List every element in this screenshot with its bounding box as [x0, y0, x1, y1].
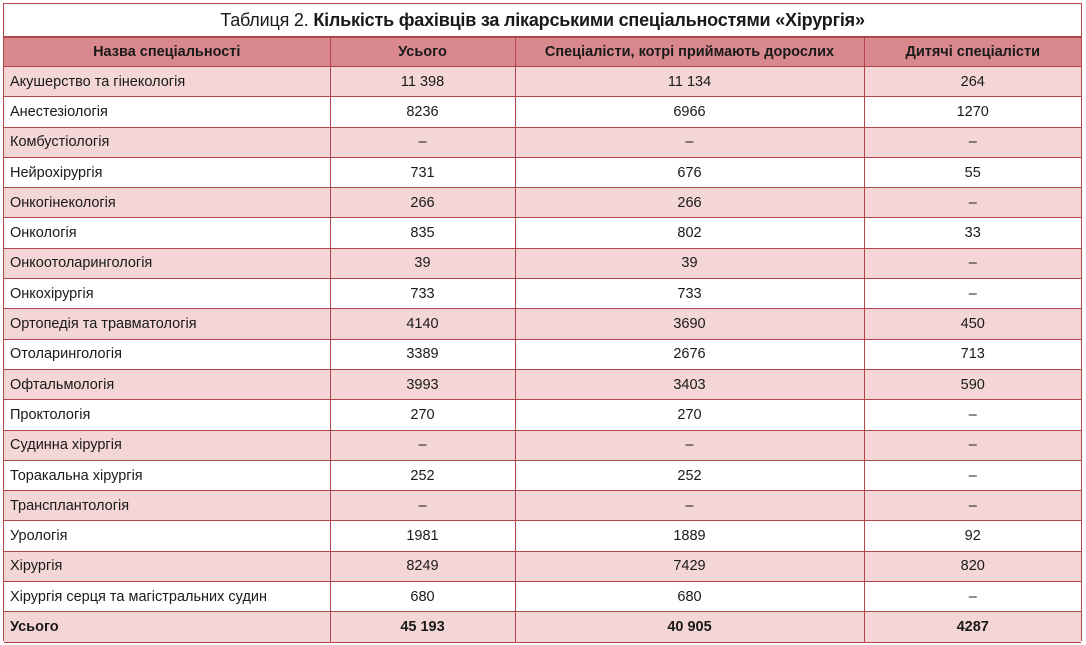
table-row	[4, 248, 1081, 278]
cell-adult: 270	[515, 400, 864, 430]
cell-total: 731	[330, 157, 515, 187]
cell-children: –	[864, 430, 1081, 460]
table-row	[4, 369, 1081, 399]
cell-adult: 3403	[515, 369, 864, 399]
cell-children: –	[864, 188, 1081, 218]
cell-total: 252	[330, 460, 515, 490]
cell-specialty: Хірургія серця та магістральних судин	[4, 582, 330, 612]
table-row	[4, 400, 1081, 430]
cell-children: 590	[864, 369, 1081, 399]
cell-children: 55	[864, 157, 1081, 187]
cell-specialty: Отоларингологія	[4, 339, 330, 369]
cell-adult: 676	[515, 157, 864, 187]
cell-specialty: Торакальна хірургія	[4, 460, 330, 490]
cell-specialty: Ортопедія та травматологія	[4, 309, 330, 339]
cell-adult: 3690	[515, 309, 864, 339]
cell-specialty: Анестезіологія	[4, 97, 330, 127]
cell-total: 3993	[330, 369, 515, 399]
total-cell-total: 45 193	[330, 612, 515, 642]
table-row	[4, 460, 1081, 490]
cell-adult: 7429	[515, 551, 864, 581]
table-row	[4, 521, 1081, 551]
table-title-main: Кількість фахівців за лікарськими спеціальностями «Хірургія»	[313, 10, 865, 30]
cell-specialty: Онкоотоларингологія	[4, 248, 330, 278]
column-header-specialty: Назва спеціальності	[4, 37, 330, 67]
cell-specialty: Проктологія	[4, 400, 330, 430]
cell-children: –	[864, 400, 1081, 430]
cell-adult: 802	[515, 218, 864, 248]
cell-total: 39	[330, 248, 515, 278]
cell-total: 8236	[330, 97, 515, 127]
table-row	[4, 279, 1081, 309]
table-row	[4, 157, 1081, 187]
cell-adult: 6966	[515, 97, 864, 127]
cell-adult: –	[515, 491, 864, 521]
cell-specialty: Комбустіологія	[4, 127, 330, 157]
table-row	[4, 309, 1081, 339]
cell-total: 8249	[330, 551, 515, 581]
column-header-total: Усього	[330, 37, 515, 67]
column-header-adult: Спеціалісти, котрі приймають дорослих	[515, 37, 864, 67]
cell-specialty: Трансплантологія	[4, 491, 330, 521]
cell-adult: 252	[515, 460, 864, 490]
cell-children: –	[864, 248, 1081, 278]
cell-specialty: Хірургія	[4, 551, 330, 581]
cell-total: –	[330, 430, 515, 460]
table-row	[4, 430, 1081, 460]
cell-children: –	[864, 582, 1081, 612]
specialists-table	[4, 36, 1081, 643]
cell-specialty: Урологія	[4, 521, 330, 551]
cell-children: 33	[864, 218, 1081, 248]
cell-specialty: Онкохірургія	[4, 279, 330, 309]
cell-total: 4140	[330, 309, 515, 339]
header-row	[4, 37, 1081, 67]
cell-total: 266	[330, 188, 515, 218]
cell-adult: 680	[515, 582, 864, 612]
cell-adult: 11 134	[515, 67, 864, 97]
cell-total: 1981	[330, 521, 515, 551]
table-title	[4, 4, 1081, 36]
cell-total: –	[330, 127, 515, 157]
cell-total: 3389	[330, 339, 515, 369]
cell-children: 713	[864, 339, 1081, 369]
cell-children: –	[864, 460, 1081, 490]
cell-children: –	[864, 279, 1081, 309]
table-row	[4, 67, 1081, 97]
table-body	[4, 67, 1081, 643]
cell-adult: 733	[515, 279, 864, 309]
table-title-prefix: Таблиця 2.	[220, 10, 314, 30]
total-cell-children: 4287	[864, 612, 1081, 642]
table-row	[4, 582, 1081, 612]
table-row	[4, 218, 1081, 248]
cell-specialty: Офтальмологія	[4, 369, 330, 399]
cell-total: 733	[330, 279, 515, 309]
cell-total: –	[330, 491, 515, 521]
cell-adult: 2676	[515, 339, 864, 369]
cell-specialty: Нейрохірургія	[4, 157, 330, 187]
cell-children: 1270	[864, 97, 1081, 127]
cell-total: 680	[330, 582, 515, 612]
total-cell-adult: 40 905	[515, 612, 864, 642]
table-row	[4, 339, 1081, 369]
table-row	[4, 188, 1081, 218]
table-row	[4, 97, 1081, 127]
table-row	[4, 551, 1081, 581]
cell-adult: –	[515, 127, 864, 157]
column-header-children: Дитячі спеціалісти	[864, 37, 1081, 67]
cell-children: 264	[864, 67, 1081, 97]
cell-adult: –	[515, 430, 864, 460]
cell-adult: 39	[515, 248, 864, 278]
cell-children: –	[864, 127, 1081, 157]
total-row	[4, 612, 1081, 642]
total-cell-specialty: Усього	[4, 612, 330, 642]
cell-children: 92	[864, 521, 1081, 551]
cell-total: 270	[330, 400, 515, 430]
table-row	[4, 491, 1081, 521]
cell-specialty: Судинна хірургія	[4, 430, 330, 460]
cell-children: –	[864, 491, 1081, 521]
cell-children: 450	[864, 309, 1081, 339]
cell-total: 11 398	[330, 67, 515, 97]
cell-specialty: Акушерство та гінекологія	[4, 67, 330, 97]
cell-children: 820	[864, 551, 1081, 581]
cell-specialty: Онкологія	[4, 218, 330, 248]
cell-total: 835	[330, 218, 515, 248]
cell-adult: 266	[515, 188, 864, 218]
table-frame	[3, 3, 1082, 641]
cell-specialty: Онкогінекологія	[4, 188, 330, 218]
cell-adult: 1889	[515, 521, 864, 551]
table-row	[4, 127, 1081, 157]
